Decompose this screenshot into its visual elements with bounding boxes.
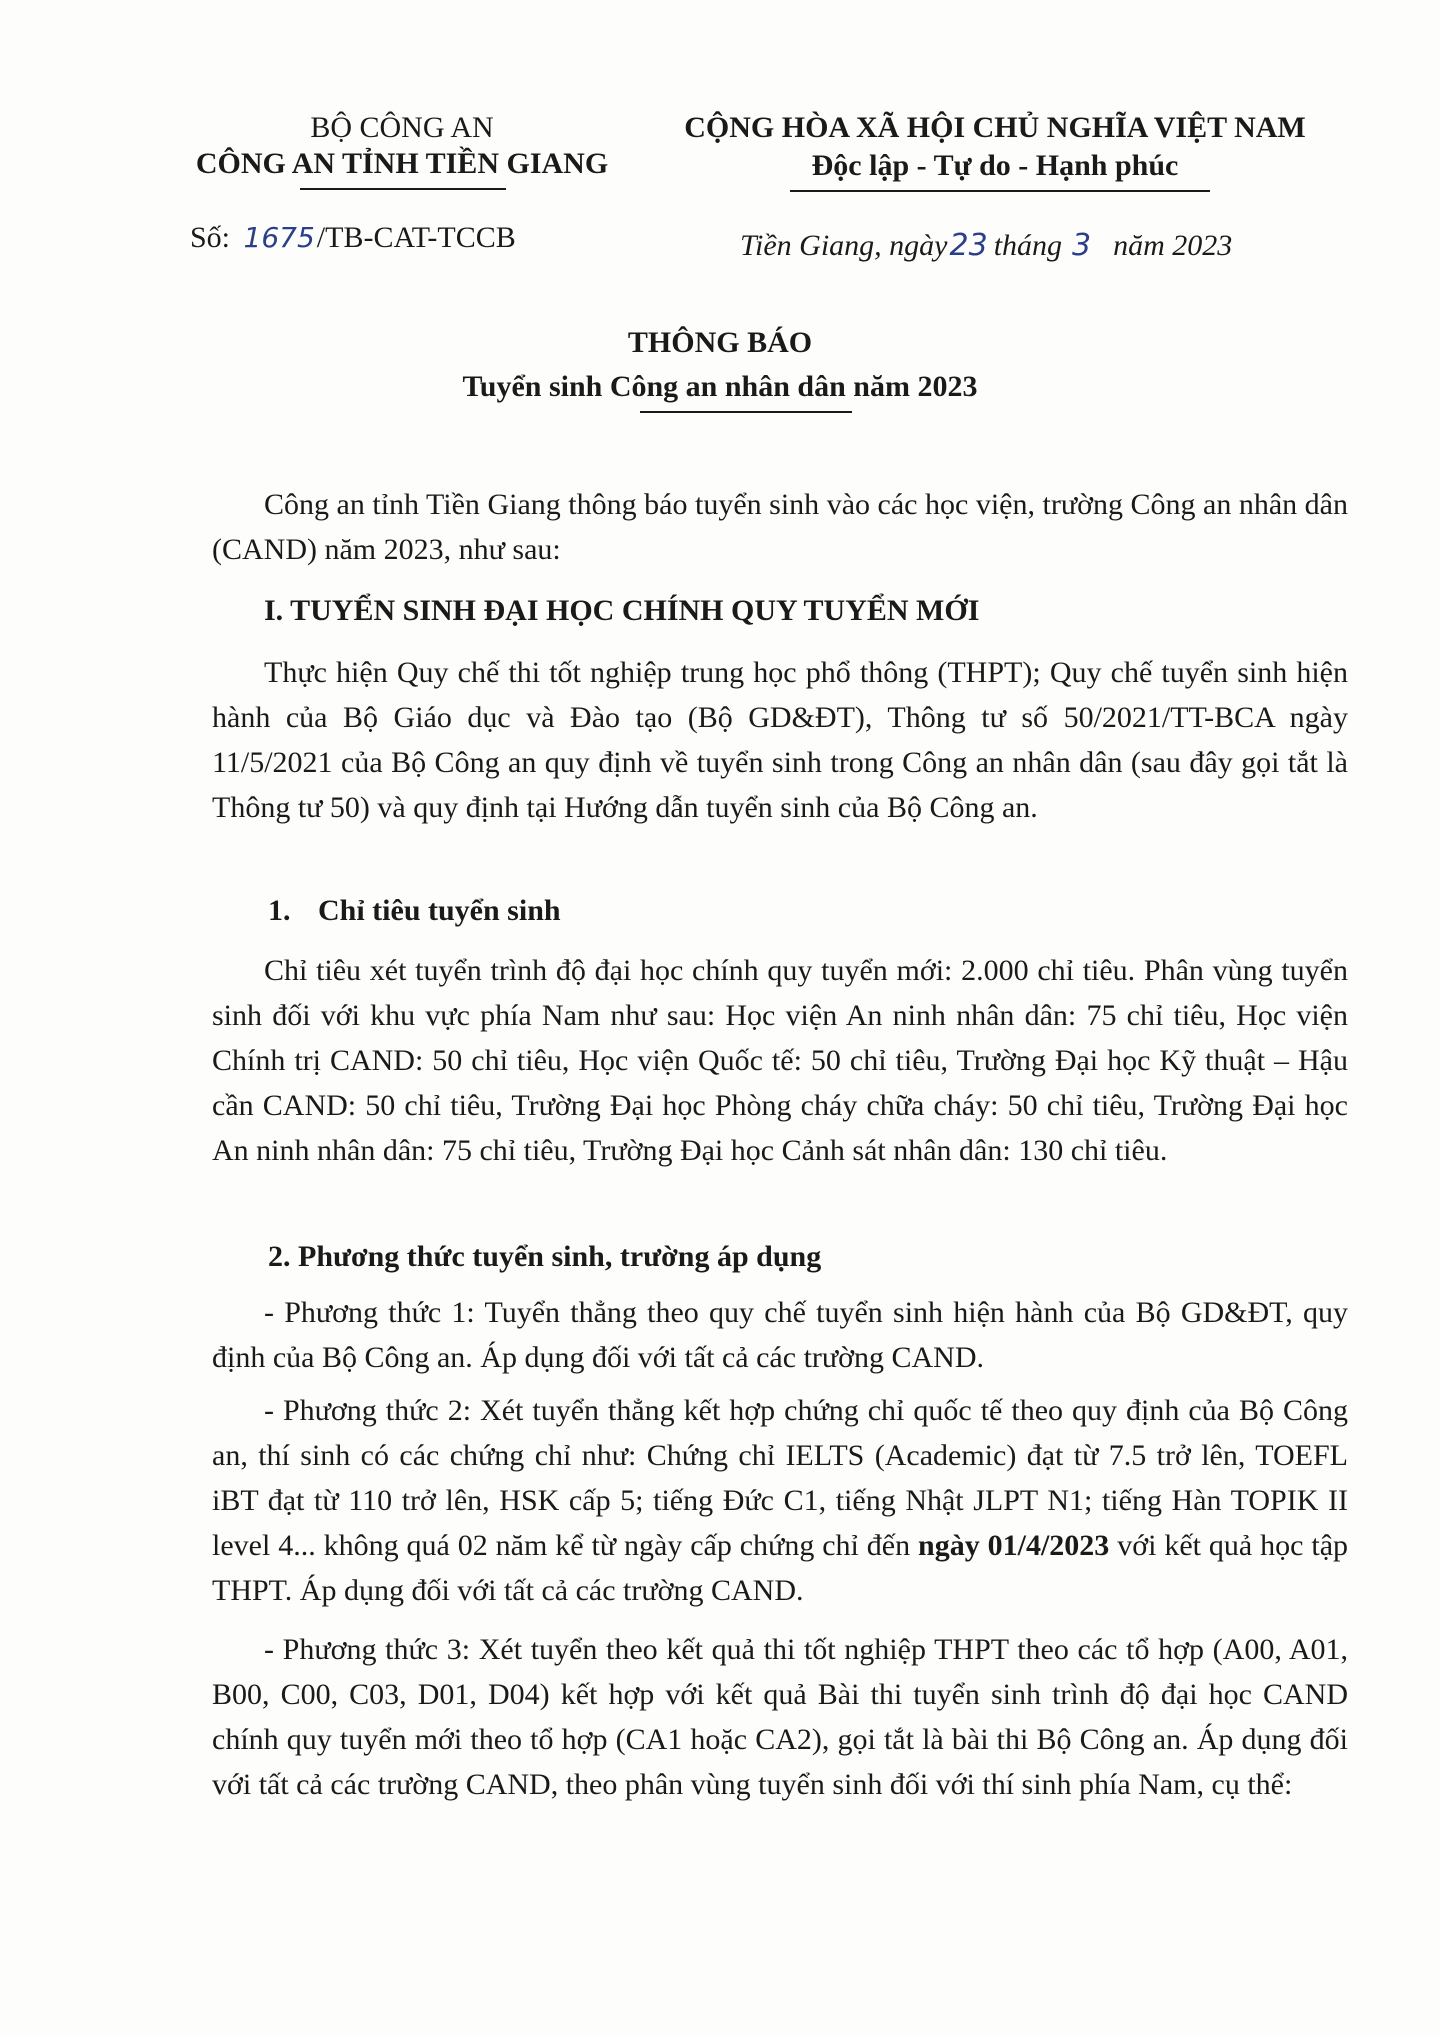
method-2-text [212,1388,1348,1613]
notice-title: THÔNG BÁO [627,326,813,359]
country-name: CỘNG HÒA XÃ HỘI CHỦ NGHĨA VIỆT NAM [684,111,1306,144]
national-motto: Độc lập - Tự do - Hạnh phúc [811,149,1179,182]
date-year: năm 2023 [1113,229,1233,262]
department-underline [300,188,506,190]
item-1-text: Chỉ tiêu xét tuyển trình độ đại học chính quy tuyển mới: 2.000 chỉ tiêu. Phân vùng tuyển sinh đối với khu vực phía Nam như sau: Học viện An ninh nhân dân: 75 chỉ tiêu, Học viện Chính trị CAND: 50 chỉ tiêu, Học viện Quốc tế: 50 chỉ tiêu, Trường Đại học Kỹ thuật – Hậu cần CAND: 50 chỉ tiêu, Trường Đại học Phòng cháy chữa cháy: 50 chỉ tiêu, Trường Đại học An ninh nhân dân: 75 chỉ tiêu, Trường Đại học Cảnh sát nhân dân: 130 chỉ tiêu. [212,954,1348,1167]
item-1-number: 1. [268,894,291,927]
section-1-heading: I. TUYỂN SINH ĐẠI HỌC CHÍNH QUY TUYỂN MỚI [264,594,980,627]
method-1-text: - Phương thức 1: Tuyển thẳng theo quy chế tuyển sinh hiện hành của Bộ GD&ĐT, quy định của Bộ Công an. Áp dụng đối với tất cả các trường CAND. [212,1296,1348,1374]
method-3-text: - Phương thức 3: Xét tuyển theo kết quả thi tốt nghiệp THPT theo các tổ hợp (A00, A01, B00, C00, C03, D01, D04) kết hợp với kết quả Bài thi tuyển sinh trình độ đại học CAND chính quy tuyển mới theo tổ hợp (CA1 hoặc CA2), gọi tắt là bài thi Bộ Công an. Áp dụng đối với tất cả các trường CAND, theo phân vùng tuyển sinh đối với thí sinh phía Nam, cụ thể: [212,1633,1348,1801]
method-2-after: với kết quả học tập THPT. Áp dụng đối với tất cả các trường CAND. [212,1529,1349,1607]
item-2-body [212,1290,1348,1807]
method-2-before: - Phương thức 2: Xét tuyển thẳng kết hợp chứng chỉ quốc tế theo quy định của Bộ Công an, thí sinh có các chứng chỉ như: Chứng chỉ IELTS (Academic) đạt từ 7.5 trở lên, TOEFL iBT đạt từ 110 trở lên, HSK cấp 5; tiếng Đức C1, tiếng Nhật JLPT N1; tiếng Hàn TOPIK II level 4... không quá 02 năm kể từ ngày cấp chứng chỉ đến [212,1394,1348,1562]
method-2-date: ngày 01/4/2023 [918,1529,1110,1562]
item-1-body [212,948,1348,1173]
document-number [190,220,516,256]
handwritten-month: 3 [1072,228,1092,263]
number-suffix: /TB-CAT-TCCB [316,221,516,254]
item-1-heading [268,894,561,928]
handwritten-number: 1675 [243,221,315,254]
number-label: Số: [190,221,231,254]
section-1-text: Thực hiện Quy chế thi tốt nghiệp trung học phổ thông (THPT); Quy chế tuyển sinh hiện hành của Bộ Giáo dục và Đào tạo (Bộ GD&ĐT), Thông tư số 50/2021/TT-BCA ngày 11/5/2021 của Bộ Công an quy định về tuyển sinh trong Công an nhân dân (sau đây gọi tắt là Thông tư 50) và quy định tại Hướng dẫn tuyển sinh của Bộ Công an. [212,656,1348,824]
intro-paragraph [212,482,1348,572]
notice-subtitle: Tuyển sinh Công an nhân dân năm 2023 [462,370,978,403]
date-prefix: Tiền Giang, ngày [740,229,948,262]
handwritten-day: 23 [949,228,988,263]
ministry-name: BỘ CÔNG AN [310,111,494,144]
intro-text: Công an tỉnh Tiền Giang thông báo tuyển sinh vào các học viện, trường Công an nhân dân (CAND) năm 2023, như sau: [212,488,1348,566]
issue-date [740,228,1232,264]
department-name: CÔNG AN TỈNH TIỀN GIANG [195,147,609,180]
section-1-body [212,650,1348,830]
motto-underline [790,190,1210,192]
date-month-label: tháng [993,229,1063,262]
subtitle-underline [640,411,852,413]
item-1-title: Chỉ tiêu tuyển sinh [318,894,561,927]
item-2-heading: 2. Phương thức tuyển sinh, trường áp dụng [268,1240,822,1273]
